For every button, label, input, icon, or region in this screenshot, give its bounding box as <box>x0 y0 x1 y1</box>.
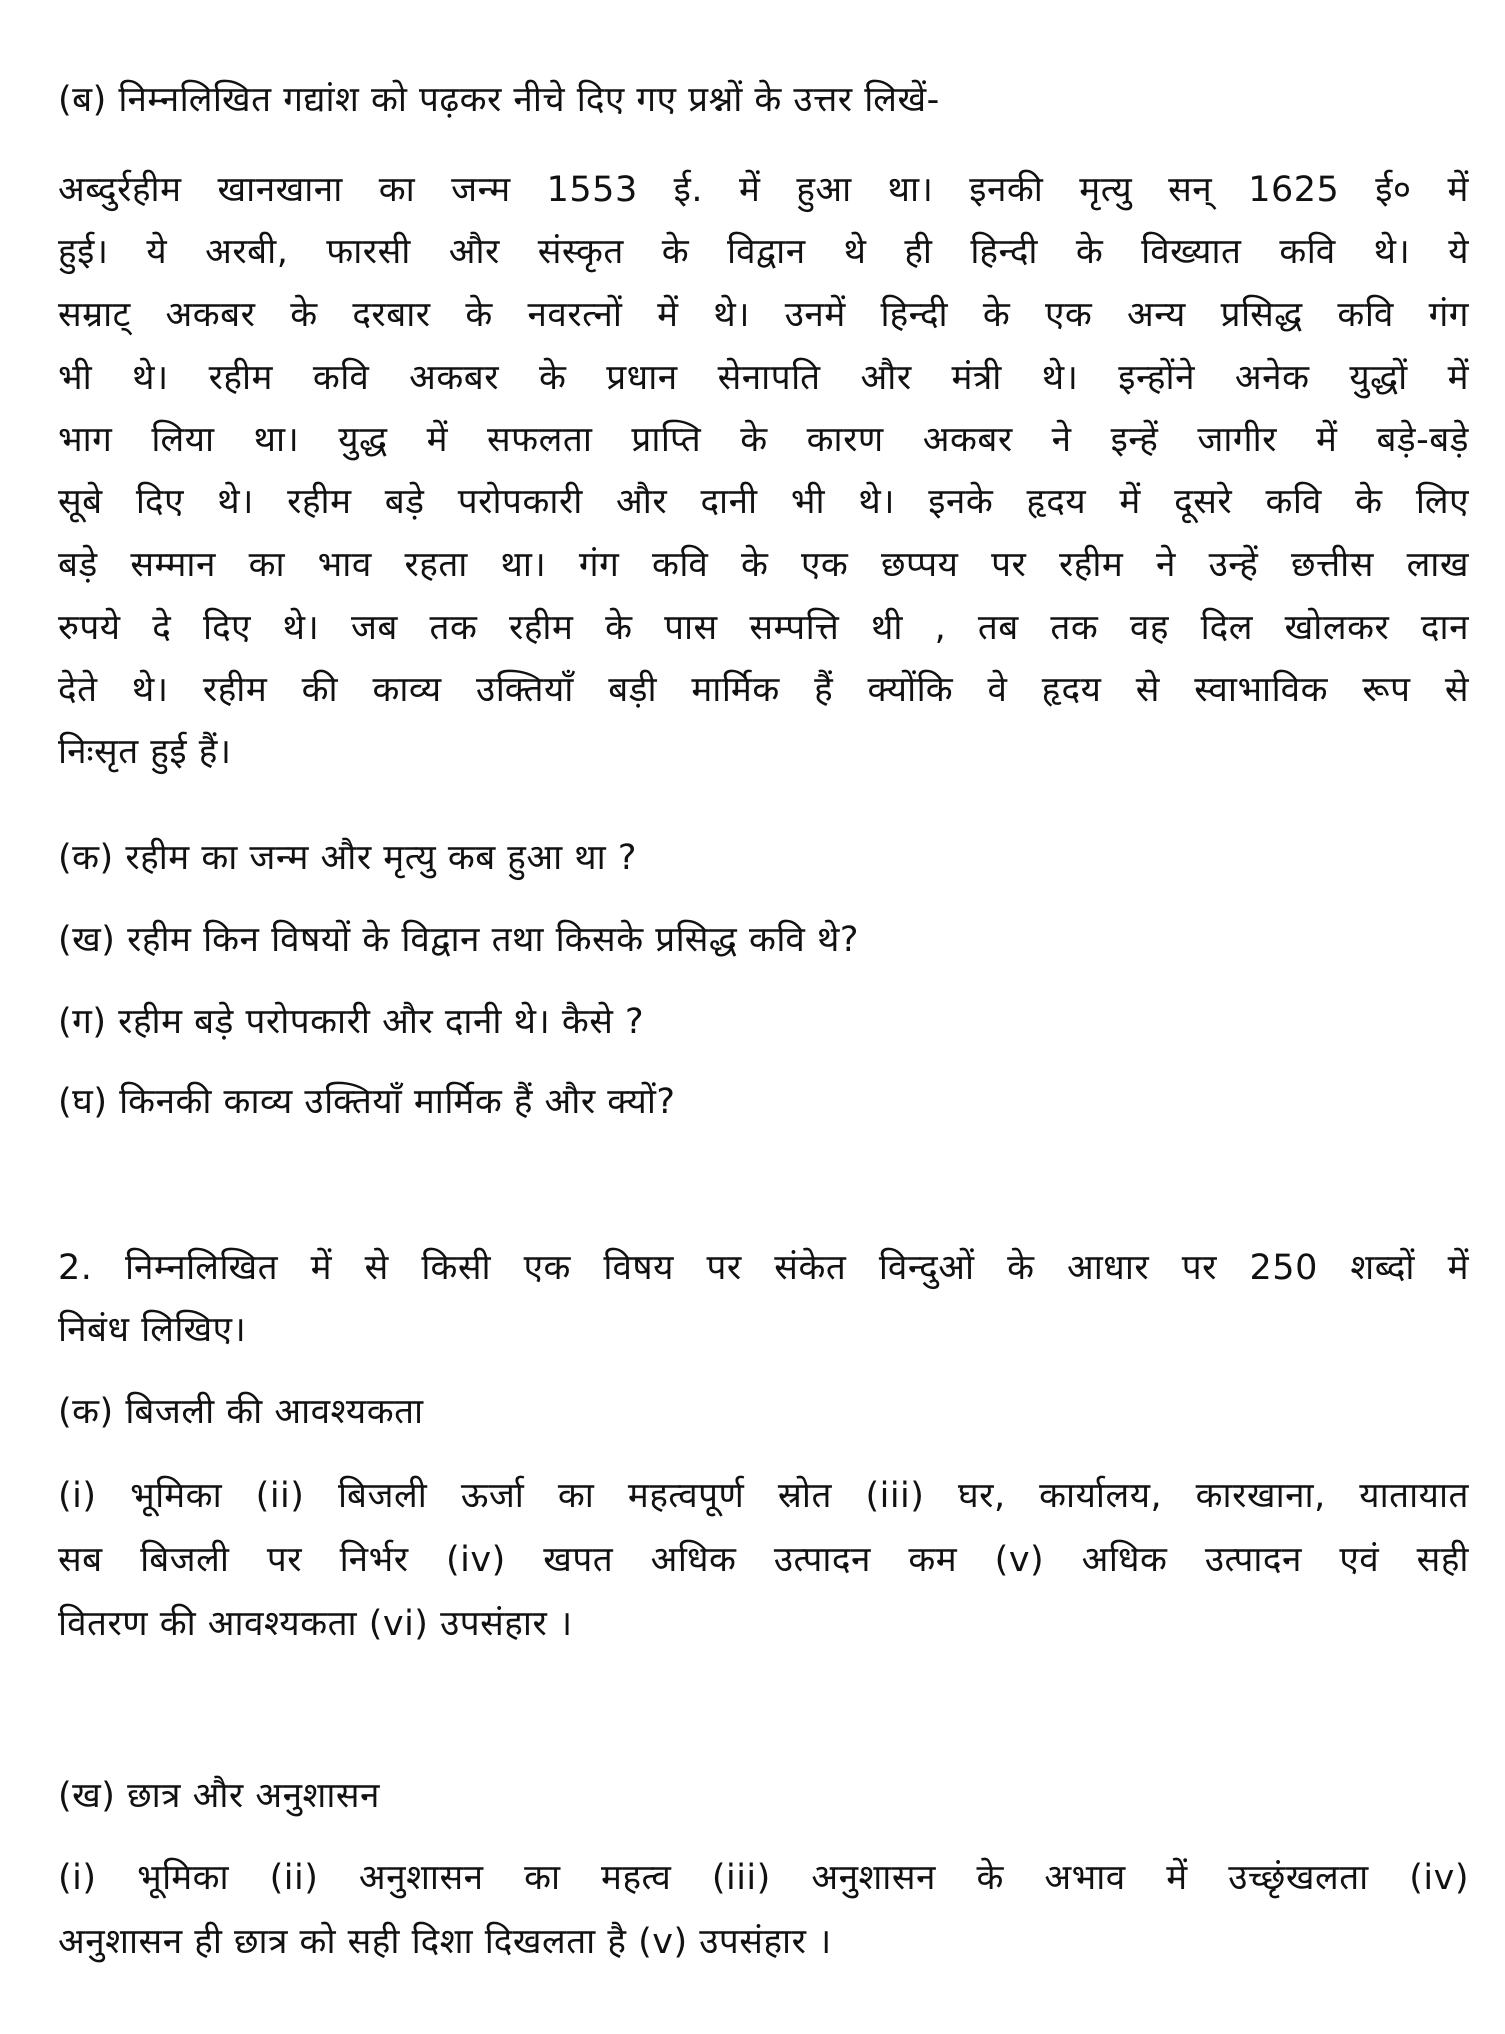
topic-points-line: (i) भूमिका (ii) अनुशासन का महत्व (iii) अनुशासन के अभाव में उच्छृंखलता (iv) <box>58 1858 1469 1898</box>
instruction-line: 2. निम्नलिखित में से किसी एक विषय पर संकेत विन्दुओं के आधार पर 250 शब्दों में <box>58 1248 1469 1288</box>
passage-line: हुई। ये अरबी, फारसी और संस्कृत के विद्वान थे ही हिन्दी के विख्यात कवि थे। ये <box>58 232 1469 272</box>
topic-points-line: (i) भूमिका (ii) बिजली ऊर्जा का महत्वपूर्ण स्रोत (iii) घर, कार्यालय, कारखाना, यातायात <box>58 1476 1469 1516</box>
topic-points-line: सब बिजली पर निर्भर (iv) खपत अधिक उत्पादन कम (v) अधिक उत्पादन एवं सही <box>58 1540 1469 1580</box>
question-ka: (क) रहीम का जन्म और मृत्यु कब हुआ था ? <box>58 838 637 878</box>
instruction-line: निबंध लिखिए। <box>58 1310 247 1350</box>
passage-line: देते थे। रहीम की काव्य उक्तियाँ बड़ी मार्मिक हैं क्योंकि वे हृदय से स्वाभाविक रूप से <box>58 670 1469 710</box>
topic-points-line: वितरण की आवश्यकता (vi) उपसंहार । <box>58 1604 573 1644</box>
section-b-heading: (ब) निम्नलिखित गद्यांश को पढ़कर नीचे दिए गए प्रश्नों के उत्तर लिखें- <box>58 80 940 120</box>
topic-title: (क) बिजली की आवश्यकता <box>58 1392 424 1432</box>
question-kha: (ख) रहीम किन विषयों के विद्वान तथा किसके प्रसिद्ध कवि थे? <box>58 920 859 960</box>
passage-line: सम्राट् अकबर के दरबार के नवरत्नों में थे। उनमें हिन्दी के एक अन्य प्रसिद्ध कवि गंग <box>58 295 1469 335</box>
passage-line: सूबे दिए थे। रहीम बड़े परोपकारी और दानी भी थे। इनके हृदय में दूसरे कवि के लिए <box>58 482 1469 522</box>
passage-line: निःसृत हुई हैं। <box>58 732 232 772</box>
passage-line: अब्दुर्रहीम खानखाना का जन्म 1553 ई. में हुआ था। इनकी मृत्यु सन् 1625 ई० में <box>58 170 1469 210</box>
question-ga: (ग) रहीम बड़े परोपकारी और दानी थे। कैसे ? <box>58 1002 645 1042</box>
passage-line: भी थे। रहीम कवि अकबर के प्रधान सेनापति और मंत्री थे। इन्होंने अनेक युद्धों में <box>58 358 1469 398</box>
topic-title: (ख) छात्र और अनुशासन <box>58 1776 380 1816</box>
passage-line: बड़े सम्मान का भाव रहता था। गंग कवि के एक छप्पय पर रहीम ने उन्हें छत्तीस लाख <box>58 545 1469 585</box>
topic-points-line: अनुशासन ही छात्र को सही दिशा दिखलता है (v) उपसंहार । <box>58 1922 832 1962</box>
passage-line: रुपये दे दिए थे। जब तक रहीम के पास सम्पत्ति थी , तब तक वह दिल खोलकर दान <box>58 608 1469 648</box>
passage-line: भाग लिया था। युद्ध में सफलता प्राप्ति के कारण अकबर ने इन्हें जागीर में बड़े-बड़े <box>58 420 1469 460</box>
question-gha: (घ) किनकी काव्य उक्तियाँ मार्मिक हैं और क्यों? <box>58 1082 676 1122</box>
